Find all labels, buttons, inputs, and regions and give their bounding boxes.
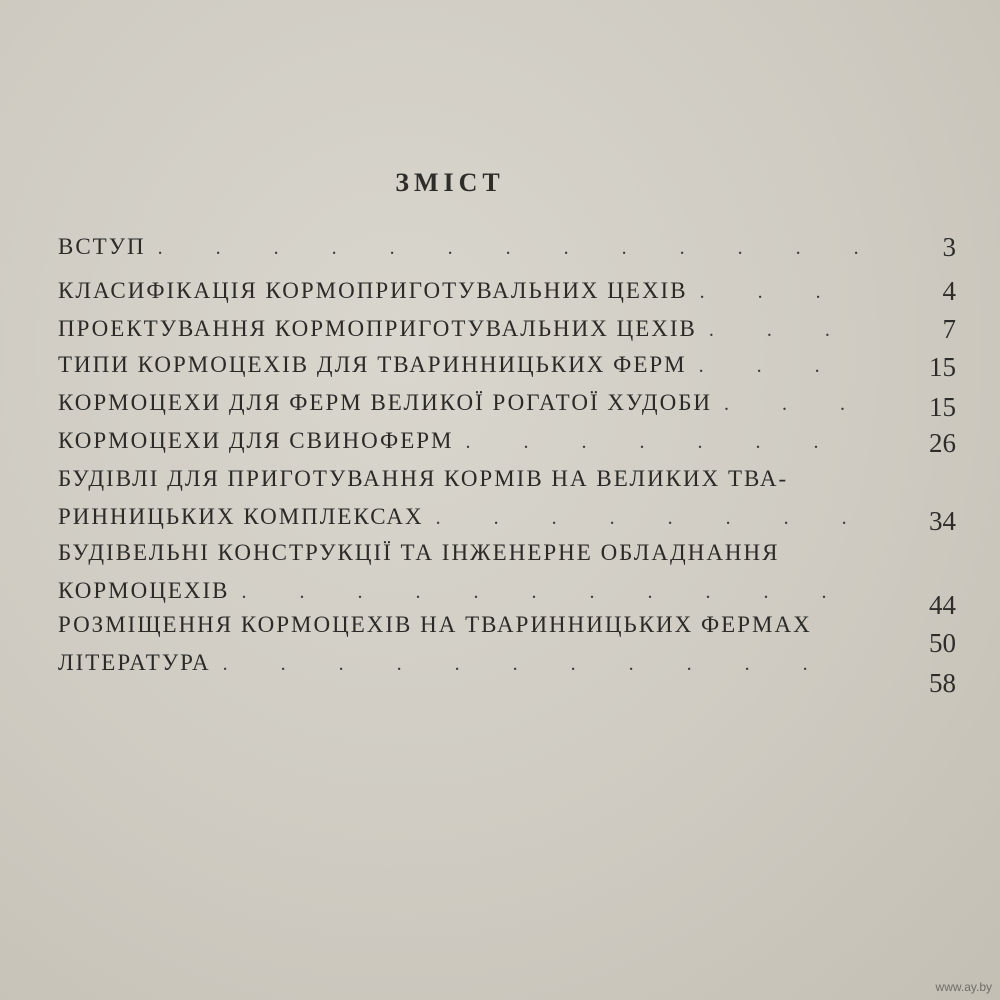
toc-entry-title-continued: РИННИЦЬКИХ КОМПЛЕКСАХ [58, 504, 424, 529]
toc-entry [58, 534, 858, 610]
toc-entry [58, 422, 858, 460]
toc-line [58, 384, 858, 422]
toc-entry-title: БУДІВЕЛЬНІ КОНСТРУКЦІЇ ТА ІНЖЕНЕРНЕ ОБЛАДНАННЯ [58, 540, 780, 565]
leader-dots [223, 645, 858, 683]
leader-dots [436, 499, 858, 537]
toc-entry [58, 310, 858, 348]
toc-entry [58, 346, 858, 384]
toc-entry-title: ТИПИ КОРМОЦЕХІВ ДЛЯ ТВАРИННИЦЬКИХ ФЕРМ [58, 352, 687, 377]
toc-entry-title: КОРМОЦЕХИ ДЛЯ СВИНОФЕРМ [58, 428, 454, 453]
toc-page-number: 44 [929, 590, 956, 620]
toc-page-number: 4 [942, 276, 956, 306]
toc-entry [58, 644, 858, 682]
toc-page-number: 50 [929, 628, 956, 658]
toc-entry [58, 272, 858, 310]
leader-dots [724, 385, 858, 423]
leader-dots [158, 229, 858, 267]
toc-page-number: 3 [942, 232, 956, 262]
watermark: www.ay.by [935, 980, 992, 994]
toc-page-number: 34 [929, 506, 956, 536]
toc-page-number: 15 [929, 352, 956, 382]
toc-line [58, 572, 858, 610]
toc-line [58, 460, 858, 498]
toc-entry [58, 460, 858, 536]
toc-entry-title: КЛАСИФІКАЦІЯ КОРМОПРИГОТУВАЛЬНИХ ЦЕХІВ [58, 278, 688, 303]
toc-entry-title: ПРОЕКТУВАННЯ КОРМОПРИГОТУВАЛЬНИХ ЦЕХІВ [58, 316, 697, 341]
toc-line [58, 228, 858, 266]
toc-entry [58, 228, 858, 266]
toc-line [58, 422, 858, 460]
toc-page-number: 7 [942, 314, 956, 344]
toc-entry [58, 606, 858, 644]
page-title: ЗМІСТ [395, 168, 505, 197]
toc-entry-title-continued: КОРМОЦЕХІВ [58, 578, 230, 603]
toc-entry-title: ВСТУП [58, 234, 146, 259]
toc-entry-title: ЛІТЕРАТУРА [58, 650, 211, 675]
leader-dots [709, 311, 858, 349]
toc-line [58, 346, 858, 384]
toc-entry [58, 384, 858, 422]
toc-page-number: 26 [929, 428, 956, 458]
toc-line [58, 310, 858, 348]
toc-line [58, 498, 858, 536]
leader-dots [700, 273, 858, 311]
toc-page-number: 15 [929, 392, 956, 422]
toc-line [58, 644, 858, 682]
toc-entry-title: БУДІВЛІ ДЛЯ ПРИГОТУВАННЯ КОРМІВ НА ВЕЛИКИХ ТВА- [58, 466, 789, 491]
toc-line [58, 606, 858, 644]
toc-page-number: 58 [929, 668, 956, 698]
leader-dots [699, 347, 858, 385]
toc-entry-title: КОРМОЦЕХИ ДЛЯ ФЕРМ ВЕЛИКОЇ РОГАТОЇ ХУДОБИ [58, 390, 713, 415]
toc-line [58, 272, 858, 310]
toc-entry-title: РОЗМІЩЕННЯ КОРМОЦЕХІВ НА ТВАРИННИЦЬКИХ ФЕРМАХ [58, 612, 812, 637]
leader-dots [466, 423, 859, 461]
toc-line [58, 534, 858, 572]
